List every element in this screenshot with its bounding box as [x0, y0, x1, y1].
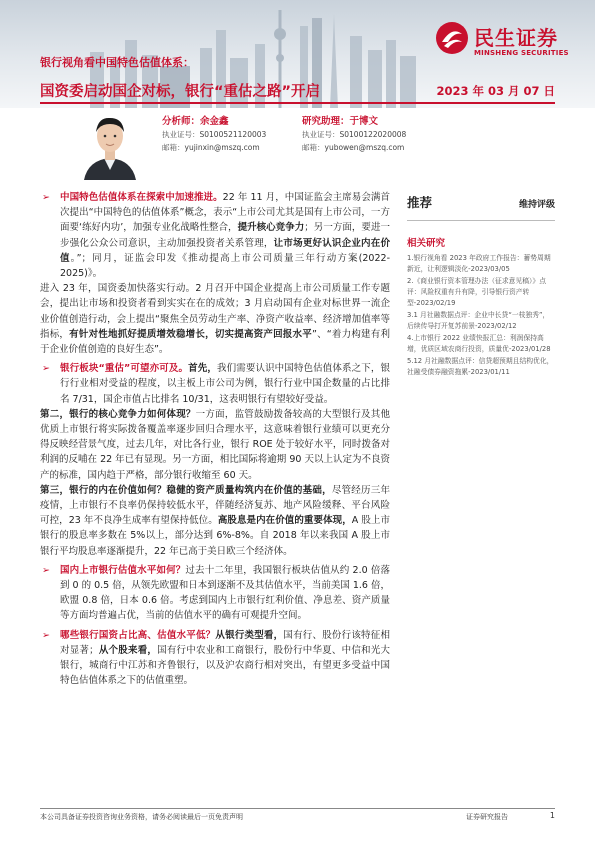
header-banner: [0, 0, 595, 108]
analyst-portrait-image: [80, 108, 140, 180]
report-title: 国资委启动国企对标，银行“重估之路”开启: [40, 84, 321, 100]
body-paragraph-2: 进入 23 年，国资委加快落实行动。2 月召开中国企业提高上市公司质量工作专题会，提出让市场和投资者看到实实在在的成效；3 月启动国有企业对标世界一流企业价值创造行动，会上提出“聚焦全员劳动生产率、净资产收益率、经济增加值率等指标，有针对性地抓好提质增效稳增长，切实提高资产回报水平”、“着力构建有利于企业价值创造的良好生态”。: [40, 283, 390, 356]
body-paragraph-4: 第二，银行的核心竞争力如何体现？一方面，监管鼓励拨备较高的大型银行及其他优质上市银行将实际拨备覆盖率逐步回归合理水平，这意味着银行业绩可以更充分得反映经营景气度，过去几年，对比各行业，银行 ROE 处于较好水平，同时拨备对利润的反哺在 22 年已有显现。另一方面，相比国际将逾期 90 天以上认定为不良资产的标准，国内趋于严格，部分银行收缩至 60 天。: [40, 408, 390, 481]
analyst-photo: [80, 108, 140, 180]
email-label: 邮箱：: [302, 143, 325, 152]
related-research-link[interactable]: 5.12 月社融数据点评：信贷超预期且结构优化，社融受债券融资拖累-2023/01/11: [407, 357, 554, 376]
cert-label: 执业证号：: [162, 130, 200, 139]
analyst-name: 余金鑫: [200, 116, 229, 127]
sidebar-divider: [407, 220, 555, 221]
related-research-link[interactable]: 3.1 月社融数据点评：企业中长贷“一枝独秀”，后续传导打开复苏前景-2023/02/12: [407, 311, 550, 330]
page-number: 1: [549, 811, 555, 820]
related-research-link[interactable]: 2.《商业银行资本管理办法（征求意见稿）》点评：风险权重有升有降，引导银行资产转型-2023/02/19: [407, 277, 547, 307]
body-paragraph-6: ➢ 国内上市银行估值水平如何？过去十二年里，我国银行板块估值从约 2.0 倍落到 0 的 0.5 倍，从领先欧盟和日本到逐渐不及其估值水平，当前美国 1.6 倍，欧盟 0.8 倍，日本 0.6 倍。考虑到国内上市银行红利价值、净息差、资产质量等方面均普遍占优，当前的估值水平的确有可观提升空间。: [42, 564, 390, 622]
body-paragraph-5: 第三，银行的内在价值如何？稳健的资产质量构筑内在价值的基础，尽管经历三年疫情，上市银行不良率仍保持较低水平，伴随经济复苏、地产风险缓释、平台风险可控，23 年不良净生成率有望保持低位。高股息是内在价值的重要体现，A 股上市银行的股息率多数在 5%以上，部分达到 6%-8%。自 2018 年以来我国 A 股上市银行平均股息率逐渐提升，22 年已高于美日欧三个经济体。: [40, 484, 391, 557]
body-paragraph-7: ➢ 哪些银行国资占比高、估值水平低？从银行类型看，国有行、股份行该特征相对显著；从个股来看，国有行中农业和工商银行，股份行中华夏、中信和光大银行，城商行中江苏和齐鲁银行，以及沪农商行相对突出，有望更多受益中国特色估值体系之下的估值重塑。: [42, 629, 390, 687]
rating-label: 维持评级: [518, 200, 555, 210]
footer-disclaimer: 本公司具备证券投资咨询业务资格，请务必阅读最后一页免责声明: [40, 813, 243, 821]
analyst-card-1: [162, 115, 266, 154]
analyst-role: 研究助理：: [302, 116, 350, 127]
related-research-title: 相关研究: [407, 238, 446, 249]
cert-number: S0100521120003: [199, 130, 267, 139]
rating-row: [407, 190, 555, 220]
cert-label: 执业证号：: [302, 130, 340, 139]
report-series: 银行视角看中国特色估值体系：: [40, 56, 194, 69]
title-divider: [40, 102, 555, 104]
footer-divider: [40, 808, 555, 809]
analyst-role: 分析师：: [162, 116, 201, 127]
company-logo: [434, 20, 584, 64]
footer-report-type: 证券研究报告: [466, 813, 508, 821]
cert-number: S0100122020008: [339, 130, 407, 139]
logo-text-cn: 民生证券: [474, 26, 558, 50]
bullet-arrow-icon: ➢: [42, 629, 50, 641]
related-research-link[interactable]: 1.银行视角看 2023 年政府工作报告：蓄势周期新近，让利逻辑淡化-2023/03/05: [407, 254, 551, 273]
analyst-email-link[interactable]: yubowen@mszq.com: [324, 143, 405, 152]
logo-text-en: MINSHENG SECURITIES: [474, 49, 569, 57]
bullet-arrow-icon: ➢: [42, 192, 50, 203]
analyst-card-2: [302, 115, 406, 154]
bullet-arrow-icon: ➢: [42, 363, 50, 375]
report-body: [40, 190, 390, 689]
body-paragraph-3: ➢ 银行板块“重估”可望亦可及。首先，我们需要认识中国特色估值体系之下，银行行业相对受益的程度，以主板上市公司为例，银行行业中国企数量的占比排名 7/31，国企市值占比排名 10/31，这表明银行有望较好受益。: [42, 363, 390, 405]
analyst-email-link[interactable]: yujinxin@mszq.com: [184, 143, 260, 152]
sidebar: [407, 190, 555, 379]
email-label: 邮箱：: [162, 143, 185, 152]
related-research-list: [407, 253, 555, 378]
related-research-link[interactable]: 4.上市银行 2022 业绩快报汇总：利润保持高增，优质区域农商行投资，质量优-2023/01/28: [407, 334, 551, 353]
body-paragraph-1: ➢ 中国特色估值体系在探索中加速推进。22 年 11 月，中国证监会主席易会满首次提出“中国特色的估值体系”概念，表示“上市公司尤其是国有上市公司，一方面要‘练好内功’，加强专业化战略性整合，提升核心竞争力；另一方面，要进一步强化公众公司意识，主动加强投资者关系管理，让市场更好认识企业内在价值。”；同月，证监会印发《推动提高上市公司质量三年行动方案(2022-2025)》。: [42, 192, 390, 280]
report-date: 2023 年 03 月 07 日: [436, 84, 555, 98]
analyst-name: 于博文: [349, 116, 379, 127]
bullet-arrow-icon: ➢: [42, 564, 50, 576]
recommendation-label: 推荐: [407, 195, 433, 210]
minsheng-logo-icon: [434, 20, 470, 56]
